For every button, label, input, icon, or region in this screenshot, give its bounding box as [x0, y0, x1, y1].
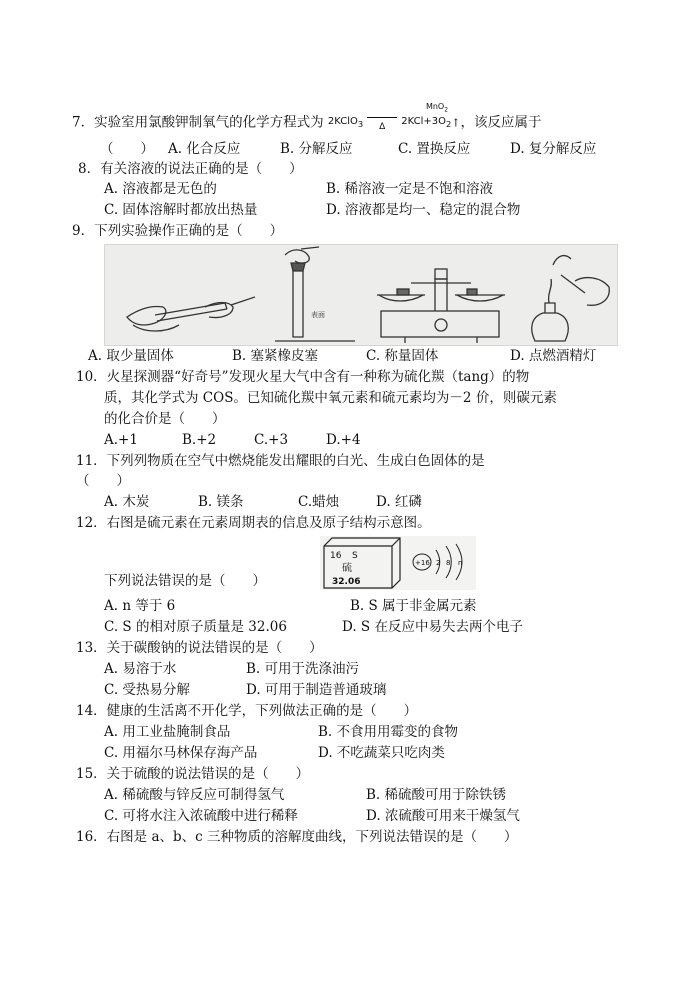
- q11-option-d: D. 红磷: [376, 494, 422, 510]
- q11-option-a: A. 木炭: [104, 494, 150, 510]
- q8-option-c: C. 固体溶解时都放出热量: [104, 202, 258, 218]
- q15-option-b: B. 稀硫酸可用于除铁锈: [366, 787, 507, 803]
- q12-sub: 下列说法错误的是（ ）: [104, 573, 266, 589]
- q9-option-a: A. 取少量固体: [88, 348, 174, 364]
- q16-stem: 16．右图是 a、b、c 三种物质的溶解度曲线，下列说法错误的是（ ）: [76, 829, 518, 845]
- q7-catalyst: MnO$_2$: [425, 102, 449, 114]
- q7-product: $2KCl+3O_2$: [401, 116, 452, 129]
- q14-stem: 14．健康的生活离不开化学，下列做法正确的是（ ）: [76, 703, 418, 719]
- q9-image-label: 表面: [311, 311, 325, 319]
- stopper-tube-drawing: [275, 247, 355, 341]
- q12-stem: 12．右图是硫元素在元素周期表的信息及原子结构示意图。: [76, 515, 431, 531]
- lab-operations-illustration: [105, 245, 617, 345]
- q8-option-b: B. 稀溶液一定是不饱和溶液: [326, 181, 494, 197]
- q7-option-d: D. 复分解反应: [510, 141, 597, 157]
- q15-option-a: A. 稀硫酸与锌反应可制得氢气: [104, 787, 285, 803]
- q13-stem: 13．关于碳酸钠的说法错误的是（ ）: [76, 640, 323, 656]
- balance-drawing: [377, 269, 505, 343]
- q14-option-a: A. 用工业盐腌制食品: [104, 724, 231, 740]
- sulfur-atomic-mass: 32.06: [332, 577, 361, 587]
- q12-option-d: D. S 在反应中易失去两个电子: [342, 619, 523, 635]
- sulfur-symbol: S: [352, 551, 358, 561]
- sulfur-element-figure: [320, 536, 476, 590]
- q12-option-a: A. n 等于 6: [104, 598, 176, 614]
- q10-line1: 10．火星探测器“好奇号”发现火星大气中含有一种称为硫化羰（tang）的物: [76, 369, 530, 385]
- lab-operations-photo: [104, 244, 618, 346]
- q7-reactant: 2KClO$_3$: [327, 116, 364, 129]
- q7-option-a: A. 化合反应: [168, 141, 241, 157]
- test-tube-scoop-drawing: [127, 297, 255, 331]
- q14-option-d: D. 不吃蔬菜只吃肉类: [318, 745, 445, 761]
- q13-option-d: D. 可用于制造普通玻璃: [246, 682, 387, 698]
- q13-option-b: B. 可用于洗涤油污: [246, 661, 360, 677]
- q7-paren: （ ）: [100, 141, 154, 157]
- q10-option-d: D.+4: [326, 432, 361, 448]
- sulfur-element-diagram: [320, 536, 476, 590]
- q15-option-c: C. 可将水注入浓硫酸中进行稀释: [104, 808, 298, 824]
- q11-line2: （ ）: [76, 473, 130, 489]
- q9-stem: 9．下列实验操作正确的是（ ）: [72, 223, 284, 239]
- atom-shell-1: 2: [436, 559, 441, 567]
- q14-option-c: C. 用福尔马林保存海产品: [104, 745, 258, 761]
- q7-heat: Δ: [379, 122, 386, 132]
- q9-option-b: B. 塞紧橡皮塞: [232, 348, 319, 364]
- q8-option-a: A. 溶液都是无色的: [104, 181, 217, 197]
- q9-option-c: C. 称量固体: [366, 348, 439, 364]
- q13-option-a: A. 易溶于水: [104, 661, 177, 677]
- q10-option-a: A.+1: [104, 432, 138, 448]
- q7-stem: 7．实验室用氯酸钾制氧气的化学方程式为: [72, 114, 328, 131]
- q11-option-c: C.蜡烛: [298, 494, 340, 510]
- q10-option-b: B.+2: [182, 432, 217, 448]
- q7-stem-line: [72, 113, 542, 133]
- q15-option-d: D. 浓硫酸可用来干燥氢气: [366, 808, 520, 824]
- alcohol-lamp-drawing: [532, 256, 610, 341]
- q12-option-b: B. S 属于非金属元素: [350, 598, 477, 614]
- q11-line1: 11．下列列物质在空气中燃烧能发出耀眼的白光、生成白色固体的是: [76, 453, 485, 469]
- q10-option-c: C.+3: [254, 432, 289, 448]
- q7-option-b: B. 分解反应: [280, 141, 353, 157]
- q8-option-d: D. 溶液都是均一、稳定的混合物: [326, 202, 521, 218]
- sulfur-atomic-number: 16: [330, 551, 342, 561]
- atom-shell-2: 8: [446, 559, 451, 567]
- atom-shell-3: n: [458, 559, 463, 567]
- q7-gas-arrow: ↑: [451, 116, 461, 130]
- q8-stem: 8．有关溶液的说法正确的是（ ）: [78, 161, 303, 177]
- q14-option-b: B. 不食用用霉变的食物: [318, 724, 459, 740]
- q7-reaction-arrow: [365, 117, 399, 132]
- atom-nucleus-charge: +16: [415, 559, 430, 567]
- q15-stem: 15．关于硫酸的说法错误的是（ ）: [76, 766, 310, 782]
- q10-line2: 质，其化学式为 COS。已知硫化羰中氧元素和硫元素均为－2 价，则碳元素: [104, 390, 557, 406]
- sulfur-name: 硫: [342, 563, 352, 574]
- q11-option-b: B. 镁条: [198, 494, 244, 510]
- q7-option-c: C. 置换反应: [398, 141, 471, 157]
- q9-option-d: D. 点燃酒精灯: [510, 348, 597, 364]
- q10-line3: 的化合价是（ ）: [104, 411, 226, 427]
- q13-option-c: C. 受热易分解: [104, 682, 190, 698]
- q7-tail: ，该反应属于: [460, 114, 542, 131]
- q12-option-c: C. S 的相对原子质量是 32.06: [104, 619, 287, 635]
